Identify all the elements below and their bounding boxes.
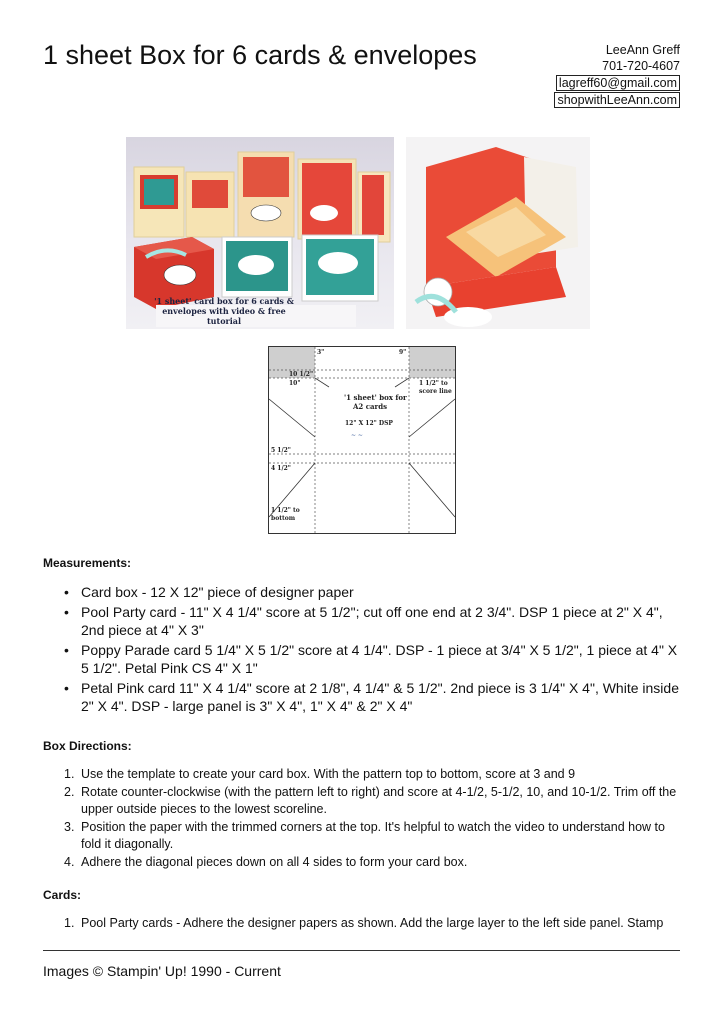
box-directions-list [64, 766, 684, 872]
list-item: 1. Use the template to create your card box. With the pattern top to bottom, score at 3 and 9 [64, 767, 576, 781]
contact-block [554, 42, 680, 108]
list-item: 1. Pool Party cards - Adhere the designer papers as shown. Add the large layer to the left side panel. Stamp [64, 916, 664, 930]
template-label-10-half: 10 1/2" [289, 371, 314, 378]
list-item: 3. Position the paper with the trimmed corners at the top. It's helpful to watch the video to understand how to fold it diagonally. [64, 820, 665, 851]
cards-and-box-photo [126, 137, 394, 329]
contact-name: LeeAnn Greff [605, 43, 680, 57]
open-box-photo [406, 137, 590, 329]
list-item: 2. Rotate counter-clockwise (with the pattern left to right) and score at 4-1/2, 5-1/2, 10, and 10-1/2. Trim off the upper outside pieces to the lowest scoreline. [64, 785, 677, 816]
contact-email-link[interactable]: lagreff60@gmail.com [556, 75, 680, 91]
template-label-4-half: 4 1/2" [271, 465, 291, 472]
template-label-5-half: 5 1/2" [271, 447, 291, 454]
cards-heading: Cards: [43, 888, 82, 902]
contact-phone: 701-720-4607 [602, 59, 680, 73]
list-item: 4. Adhere the diagonal pieces down on all 4 sides to form your card box. [64, 855, 468, 869]
photo-caption: '1 sheet' card box for 6 cards & envelopes with video & free tutorial [154, 296, 294, 326]
template-center-line2: A2 cards [353, 402, 388, 411]
template-label-bottom1: 1 1/2" to [271, 507, 300, 514]
measurements-heading: Measurements: [43, 556, 132, 570]
footer-divider [43, 950, 680, 951]
list-item: • Pool Party card - 11" X 4 1/4" score at 5 1/2"; cut off one end at 2 3/4". DSP 1 piece at 2" X 4", 2nd piece at 4" X 3" [64, 603, 684, 640]
list-item: • Petal Pink card 11" X 4 1/4" score at 2 1/8", 4 1/4" & 5 1/2". 2nd piece is 3 1/4" X 4", White inside 2" X 4". DSP - large panel is 3" X 4", 1" X 4" & 2" X 4" [64, 679, 684, 716]
box-template-diagram [268, 346, 456, 534]
cards-list [64, 915, 684, 933]
template-logo: ~ ~ [351, 432, 363, 439]
list-item: • Poppy Parade card 5 1/4" X 5 1/2" score at 4 1/4". DSP - 1 piece at 3/4" X 5 1/2", 1 piece at 4" X 5 1/2". Petal Pink CS 4" X 1" [64, 641, 684, 678]
template-label-bottom2: bottom [271, 515, 296, 522]
footer-copyright: Images © Stampin' Up! 1990 - Current [43, 963, 281, 979]
template-center-line1: '1 sheet' box for [344, 393, 407, 402]
template-label-3in: 3" [317, 349, 325, 356]
template-label-10: 10" [289, 380, 301, 387]
template-label-9in: 9" [399, 349, 407, 356]
template-label-score: 1 1/2" to [419, 380, 448, 387]
measurements-list [64, 583, 684, 717]
template-center-line3: 12" X 12" DSP [345, 420, 393, 427]
open-box-illustration [406, 137, 590, 329]
page-title: 1 sheet Box for 6 cards & envelopes [43, 40, 477, 70]
box-directions-heading: Box Directions: [43, 739, 132, 753]
template-label-score2: score line [419, 388, 452, 395]
contact-shop-link[interactable]: shopwithLeeAnn.com [554, 92, 680, 108]
list-item: • Card box - 12 X 12" piece of designer paper [64, 583, 684, 602]
